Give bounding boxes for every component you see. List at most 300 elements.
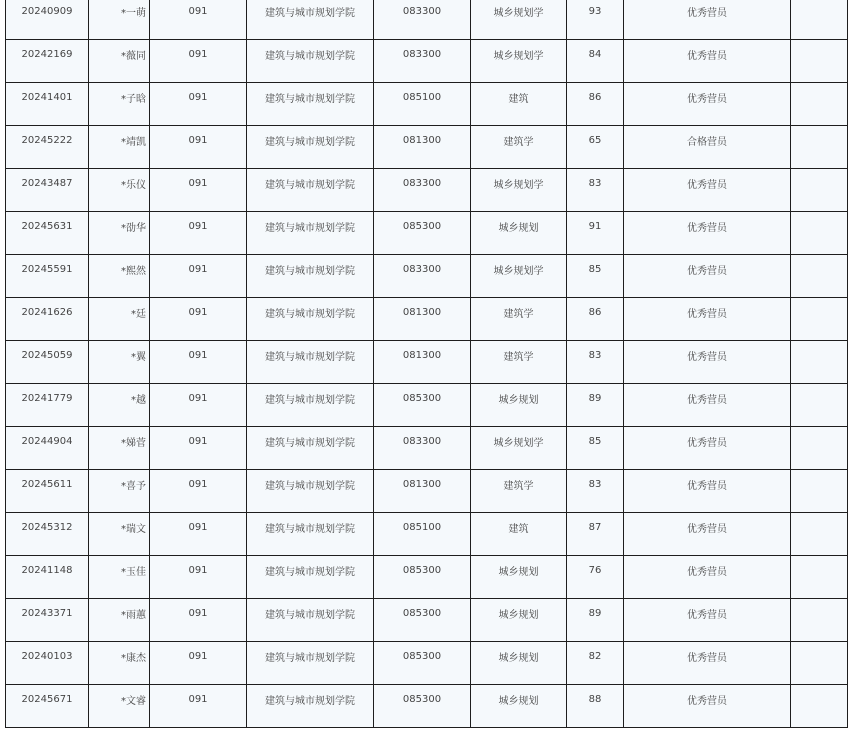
cell-score-text: 84: [588, 48, 602, 60]
cell-major-text: 城乡规划学: [493, 265, 544, 277]
cell-name-text: *雨蕙: [121, 609, 146, 621]
cell-unit-code-text: 091: [188, 220, 208, 232]
cell-major-code-text: 081300: [402, 134, 442, 146]
cell-rating-text: 优秀营员: [687, 7, 727, 19]
cell-rating: [624, 685, 791, 728]
cell-name: [89, 298, 150, 341]
cell-score-text: 83: [588, 177, 602, 189]
cell-major-text: 建筑学: [503, 308, 534, 320]
cell-rating-text: 优秀营员: [687, 308, 727, 320]
cell-note: [791, 0, 848, 40]
cell-school-text: 建筑与城市规划学院: [265, 523, 355, 535]
cell-score-text: 89: [588, 607, 602, 619]
cell-major-code: [374, 126, 471, 169]
cell-rating-text: 优秀营员: [687, 480, 727, 492]
cell-score: [567, 169, 624, 212]
cell-major: [471, 298, 567, 341]
cell-major-code: [374, 40, 471, 83]
cell-applicant-id-text: 20245611: [21, 478, 73, 490]
cell-score-text: 93: [588, 5, 602, 17]
table-row: [6, 0, 848, 40]
cell-note: [791, 470, 848, 513]
cell-name: [89, 685, 150, 728]
cell-name: [89, 384, 150, 427]
cell-rating-text: 优秀营员: [687, 652, 727, 664]
cell-school-text: 建筑与城市规划学院: [265, 179, 355, 191]
cell-score: [567, 642, 624, 685]
cell-school-text: 建筑与城市规划学院: [265, 222, 355, 234]
cell-name: [89, 126, 150, 169]
cell-name-text: *瑞文: [121, 523, 146, 535]
cell-name: [89, 169, 150, 212]
cell-school: [247, 126, 374, 169]
cell-major-code: [374, 169, 471, 212]
cell-applicant-id-text: 20241401: [21, 91, 73, 103]
cell-unit-code: [150, 212, 247, 255]
cell-major-code: [374, 298, 471, 341]
cell-major-code-text: 085100: [402, 521, 442, 533]
cell-score: [567, 470, 624, 513]
cell-school: [247, 255, 374, 298]
cell-major-code-text: 085100: [402, 91, 442, 103]
cell-unit-code: [150, 255, 247, 298]
cell-note: [791, 341, 848, 384]
cell-school-text: 建筑与城市规划学院: [265, 652, 355, 664]
cell-school: [247, 470, 374, 513]
cell-name: [89, 556, 150, 599]
cell-applicant-id-text: 20245059: [21, 349, 73, 361]
cell-school: [247, 642, 374, 685]
cell-unit-code-text: 091: [188, 650, 208, 662]
cell-major-text: 城乡规划: [498, 695, 539, 707]
cell-unit-code: [150, 83, 247, 126]
cell-major-text: 城乡规划: [498, 222, 539, 234]
cell-score: [567, 556, 624, 599]
cell-score: [567, 341, 624, 384]
cell-unit-code: [150, 126, 247, 169]
cell-major-code: [374, 556, 471, 599]
cell-score: [567, 384, 624, 427]
cell-rating: [624, 40, 791, 83]
table-row: [6, 599, 848, 642]
cell-rating: [624, 642, 791, 685]
cell-unit-code-text: 091: [188, 5, 208, 17]
cell-rating: [624, 341, 791, 384]
cell-unit-code: [150, 0, 247, 40]
cell-unit-code-text: 091: [188, 134, 208, 146]
cell-score-text: 83: [588, 349, 602, 361]
cell-major: [471, 642, 567, 685]
cell-school: [247, 599, 374, 642]
cell-applicant-id: [6, 513, 89, 556]
cell-note: [791, 298, 848, 341]
cell-school-text: 建筑与城市规划学院: [265, 566, 355, 578]
cell-rating-text: 优秀营员: [687, 523, 727, 535]
cell-applicant-id: [6, 126, 89, 169]
cell-applicant-id: [6, 83, 89, 126]
cell-rating-text: 合格营员: [687, 136, 727, 148]
cell-applicant-id: [6, 599, 89, 642]
cell-school: [247, 427, 374, 470]
cell-name-text: *玉佳: [121, 566, 146, 578]
table-row: [6, 341, 848, 384]
cell-rating-text: 优秀营员: [687, 351, 727, 363]
cell-major-text: 城乡规划: [498, 609, 539, 621]
cell-score-text: 85: [588, 435, 602, 447]
cell-school-text: 建筑与城市规划学院: [265, 308, 355, 320]
cell-applicant-id-text: 20241779: [21, 392, 73, 404]
cell-unit-code-text: 091: [188, 478, 208, 490]
cell-note: [791, 556, 848, 599]
cell-major-code: [374, 255, 471, 298]
cell-score-text: 91: [588, 220, 602, 232]
cell-unit-code-text: 091: [188, 177, 208, 189]
cell-school-text: 建筑与城市规划学院: [265, 609, 355, 621]
cell-major-code-text: 083300: [402, 435, 442, 447]
cell-unit-code-text: 091: [188, 693, 208, 705]
cell-unit-code: [150, 40, 247, 83]
cell-name: [89, 83, 150, 126]
cell-applicant-id-text: 20241626: [21, 306, 73, 318]
cell-major-code-text: 083300: [402, 263, 442, 275]
cell-unit-code: [150, 341, 247, 384]
cell-major: [471, 470, 567, 513]
cell-note: [791, 83, 848, 126]
cell-applicant-id: [6, 341, 89, 384]
cell-school: [247, 384, 374, 427]
cell-rating: [624, 556, 791, 599]
table-row: [6, 642, 848, 685]
cell-rating-text: 优秀营员: [687, 265, 727, 277]
cell-note: [791, 427, 848, 470]
cell-major-code-text: 083300: [402, 5, 442, 17]
cell-major-code: [374, 83, 471, 126]
cell-rating: [624, 83, 791, 126]
cell-major: [471, 556, 567, 599]
cell-applicant-id: [6, 212, 89, 255]
cell-unit-code: [150, 642, 247, 685]
cell-major-code: [374, 384, 471, 427]
cell-name: [89, 427, 150, 470]
table-row: [6, 255, 848, 298]
cell-school-text: 建筑与城市规划学院: [265, 695, 355, 707]
cell-rating: [624, 384, 791, 427]
cell-major: [471, 341, 567, 384]
cell-major-code-text: 085300: [402, 564, 442, 576]
cell-rating: [624, 255, 791, 298]
cell-score-text: 86: [588, 306, 602, 318]
cell-score-text: 83: [588, 478, 602, 490]
cell-major-text: 城乡规划学: [493, 7, 544, 19]
cell-note: [791, 642, 848, 685]
cell-score: [567, 40, 624, 83]
cell-applicant-id-text: 20244904: [21, 435, 73, 447]
table-row: [6, 83, 848, 126]
cell-school-text: 建筑与城市规划学院: [265, 136, 355, 148]
cell-unit-code-text: 091: [188, 48, 208, 60]
cell-name: [89, 599, 150, 642]
cell-note: [791, 212, 848, 255]
cell-note: [791, 599, 848, 642]
cell-score: [567, 0, 624, 40]
cell-score: [567, 685, 624, 728]
cell-applicant-id: [6, 255, 89, 298]
cell-name-text: *乐仪: [121, 179, 146, 191]
cell-school: [247, 83, 374, 126]
cell-name-text: *熙然: [121, 265, 146, 277]
cell-name: [89, 470, 150, 513]
cell-school: [247, 169, 374, 212]
cell-applicant-id-text: 20245671: [21, 693, 73, 705]
cell-major: [471, 40, 567, 83]
cell-unit-code: [150, 384, 247, 427]
table-row: [6, 169, 848, 212]
results-table-container: [5, 0, 847, 728]
cell-rating-text: 优秀营员: [687, 93, 727, 105]
cell-unit-code: [150, 169, 247, 212]
cell-rating: [624, 599, 791, 642]
cell-major-text: 城乡规划学: [493, 50, 544, 62]
cell-note: [791, 513, 848, 556]
cell-name-text: *子晗: [121, 93, 146, 105]
cell-rating: [624, 126, 791, 169]
cell-major-code-text: 083300: [402, 177, 442, 189]
cell-name-text: *薇同: [121, 50, 146, 62]
cell-applicant-id: [6, 470, 89, 513]
cell-unit-code: [150, 513, 247, 556]
cell-major-code-text: 085300: [402, 650, 442, 662]
cell-score: [567, 83, 624, 126]
cell-note: [791, 255, 848, 298]
cell-rating: [624, 212, 791, 255]
cell-unit-code-text: 091: [188, 521, 208, 533]
cell-rating-text: 优秀营员: [687, 50, 727, 62]
cell-school-text: 建筑与城市规划学院: [265, 7, 355, 19]
cell-major-code-text: 081300: [402, 478, 442, 490]
cell-major-text: 城乡规划: [498, 652, 539, 664]
cell-applicant-id: [6, 298, 89, 341]
cell-note: [791, 126, 848, 169]
cell-score-text: 82: [588, 650, 602, 662]
cell-rating: [624, 298, 791, 341]
cell-applicant-id-text: 20245312: [21, 521, 73, 533]
cell-major: [471, 212, 567, 255]
cell-score-text: 88: [588, 693, 602, 705]
cell-major-code-text: 085300: [402, 392, 442, 404]
cell-rating: [624, 513, 791, 556]
cell-school-text: 建筑与城市规划学院: [265, 351, 355, 363]
cell-name-text: *喜予: [121, 480, 146, 492]
cell-major-text: 城乡规划: [498, 566, 539, 578]
cell-note: [791, 169, 848, 212]
cell-applicant-id-text: 20243487: [21, 177, 73, 189]
cell-name-text: *康杰: [121, 652, 146, 664]
cell-major-code-text: 085300: [402, 607, 442, 619]
cell-school-text: 建筑与城市规划学院: [265, 394, 355, 406]
cell-unit-code-text: 091: [188, 91, 208, 103]
cell-major: [471, 83, 567, 126]
cell-major: [471, 427, 567, 470]
cell-major: [471, 169, 567, 212]
cell-unit-code-text: 091: [188, 607, 208, 619]
cell-school-text: 建筑与城市规划学院: [265, 265, 355, 277]
cell-applicant-id: [6, 427, 89, 470]
cell-unit-code-text: 091: [188, 263, 208, 275]
cell-major-text: 城乡规划学: [493, 437, 544, 449]
cell-unit-code: [150, 556, 247, 599]
cell-name: [89, 212, 150, 255]
cell-score-text: 87: [588, 521, 602, 533]
cell-rating-text: 优秀营员: [687, 566, 727, 578]
table-row: [6, 470, 848, 513]
cell-school: [247, 0, 374, 40]
table-row: [6, 513, 848, 556]
cell-applicant-id-text: 20243371: [21, 607, 73, 619]
cell-score-text: 89: [588, 392, 602, 404]
cell-major: [471, 513, 567, 556]
cell-school: [247, 212, 374, 255]
cell-applicant-id: [6, 384, 89, 427]
cell-major-code: [374, 685, 471, 728]
cell-note: [791, 40, 848, 83]
results-table: [5, 0, 848, 728]
cell-unit-code: [150, 599, 247, 642]
cell-score-text: 65: [588, 134, 602, 146]
cell-rating-text: 优秀营员: [687, 609, 727, 621]
cell-name: [89, 642, 150, 685]
cell-major: [471, 0, 567, 40]
table-row: [6, 384, 848, 427]
cell-score: [567, 126, 624, 169]
cell-school-text: 建筑与城市规划学院: [265, 50, 355, 62]
cell-applicant-id-text: 20245591: [21, 263, 73, 275]
cell-major-code: [374, 599, 471, 642]
cell-major-text: 城乡规划: [498, 394, 539, 406]
cell-major-code: [374, 513, 471, 556]
cell-name-text: *劭华: [121, 222, 146, 234]
cell-name-text: *靖凯: [121, 136, 146, 148]
cell-name: [89, 0, 150, 40]
cell-name-text: *文睿: [121, 695, 146, 707]
cell-rating: [624, 169, 791, 212]
cell-unit-code: [150, 298, 247, 341]
cell-school: [247, 298, 374, 341]
cell-name: [89, 255, 150, 298]
cell-major-text: 建筑: [508, 523, 529, 535]
table-row: [6, 685, 848, 728]
cell-applicant-id: [6, 556, 89, 599]
cell-major-code: [374, 212, 471, 255]
cell-school: [247, 556, 374, 599]
cell-school-text: 建筑与城市规划学院: [265, 437, 355, 449]
table-body: [6, 0, 848, 728]
cell-school-text: 建筑与城市规划学院: [265, 480, 355, 492]
cell-applicant-id-text: 20242169: [21, 48, 73, 60]
cell-name-text: *娣菅: [121, 437, 146, 449]
cell-major-text: 建筑: [508, 93, 529, 105]
cell-rating: [624, 470, 791, 513]
cell-major-text: 建筑学: [503, 136, 534, 148]
cell-score-text: 85: [588, 263, 602, 275]
cell-score: [567, 212, 624, 255]
cell-score-text: 76: [588, 564, 602, 576]
cell-major-code-text: 085300: [402, 693, 442, 705]
cell-applicant-id-text: 20241148: [21, 564, 73, 576]
cell-name-text: *一萌: [121, 7, 146, 19]
cell-unit-code-text: 091: [188, 306, 208, 318]
cell-major-code: [374, 642, 471, 685]
cell-note: [791, 384, 848, 427]
cell-major: [471, 384, 567, 427]
cell-applicant-id: [6, 40, 89, 83]
cell-major-code-text: 083300: [402, 48, 442, 60]
cell-major: [471, 599, 567, 642]
cell-applicant-id: [6, 169, 89, 212]
cell-applicant-id-text: 20240909: [21, 5, 73, 17]
cell-applicant-id: [6, 642, 89, 685]
cell-school: [247, 40, 374, 83]
cell-rating-text: 优秀营员: [687, 437, 727, 449]
cell-unit-code-text: 091: [188, 392, 208, 404]
cell-rating-text: 优秀营员: [687, 394, 727, 406]
cell-score-text: 86: [588, 91, 602, 103]
cell-rating: [624, 0, 791, 40]
cell-score: [567, 513, 624, 556]
cell-major-code-text: 085300: [402, 220, 442, 232]
cell-unit-code: [150, 470, 247, 513]
cell-note: [791, 685, 848, 728]
cell-rating-text: 优秀营员: [687, 179, 727, 191]
cell-unit-code: [150, 427, 247, 470]
cell-major-code: [374, 341, 471, 384]
cell-unit-code: [150, 685, 247, 728]
cell-name-text: *廷: [131, 308, 146, 320]
cell-major: [471, 126, 567, 169]
cell-name: [89, 341, 150, 384]
cell-school-text: 建筑与城市规划学院: [265, 93, 355, 105]
cell-school: [247, 685, 374, 728]
cell-name-text: *翼: [131, 351, 146, 363]
cell-major: [471, 685, 567, 728]
cell-applicant-id: [6, 685, 89, 728]
cell-major-text: 建筑学: [503, 351, 534, 363]
cell-school: [247, 341, 374, 384]
cell-school: [247, 513, 374, 556]
cell-unit-code-text: 091: [188, 435, 208, 447]
cell-major-text: 建筑学: [503, 480, 534, 492]
cell-name: [89, 40, 150, 83]
cell-rating-text: 优秀营员: [687, 695, 727, 707]
table-row: [6, 556, 848, 599]
cell-applicant-id-text: 20240103: [21, 650, 73, 662]
cell-major-text: 城乡规划学: [493, 179, 544, 191]
cell-score: [567, 599, 624, 642]
cell-name-text: *越: [131, 394, 146, 406]
cell-score: [567, 427, 624, 470]
cell-applicant-id: [6, 0, 89, 40]
cell-unit-code-text: 091: [188, 349, 208, 361]
cell-major-code: [374, 0, 471, 40]
cell-score: [567, 298, 624, 341]
cell-major-code-text: 081300: [402, 349, 442, 361]
table-row: [6, 212, 848, 255]
cell-applicant-id-text: 20245222: [21, 134, 73, 146]
cell-applicant-id-text: 20245631: [21, 220, 73, 232]
cell-major-code-text: 081300: [402, 306, 442, 318]
cell-rating-text: 优秀营员: [687, 222, 727, 234]
table-row: [6, 126, 848, 169]
cell-rating: [624, 427, 791, 470]
